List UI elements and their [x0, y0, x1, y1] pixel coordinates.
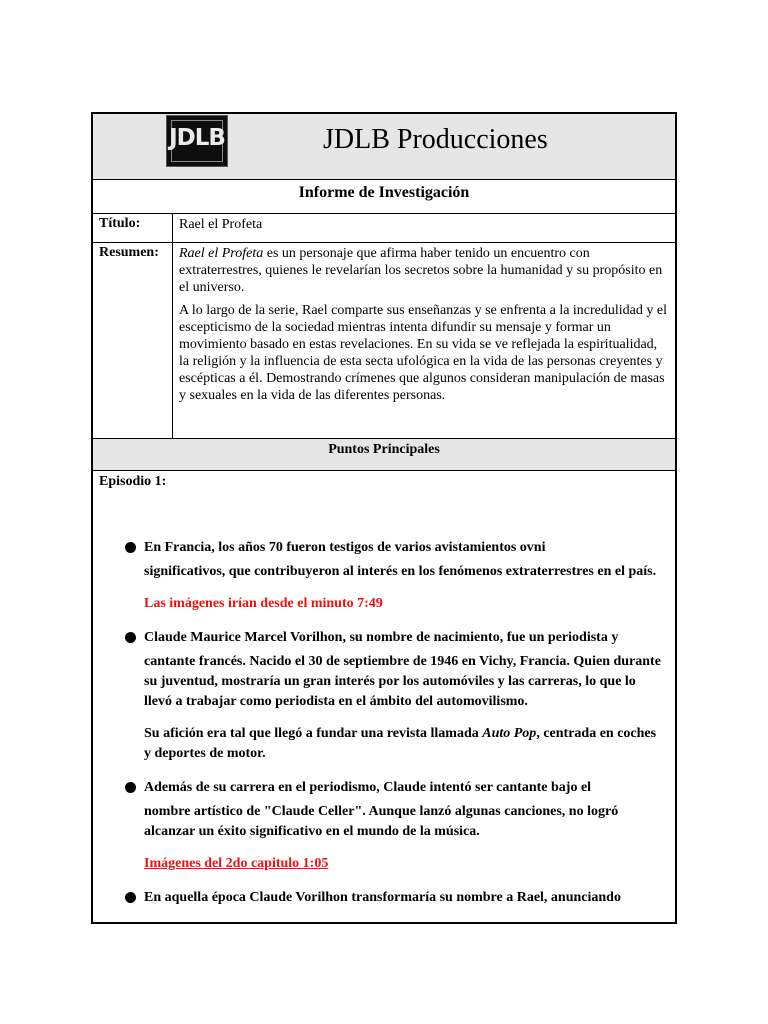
bullet-text: Su afición era tal que llegó a fundar una revista llamada: [144, 726, 483, 741]
bullet-item: [99, 628, 675, 764]
logo-text: JDLB: [169, 125, 225, 151]
episode-section: [93, 471, 675, 908]
bullet-text: En Francia, los años 70 fueron testigos de varios avistamientos ovni: [144, 540, 546, 555]
bullet-text: Además de su carrera en el periodismo, Claude intentó ser cantante bajo el: [144, 780, 592, 795]
document-table: [91, 112, 677, 924]
bullet-dot: [125, 782, 136, 793]
summary-paragraph-2: A lo largo de la serie, Rael comparte sus enseñanzas y se enfrenta a la incredulidad y el escepticismo de la sociedad mientras intenta difundir su mensaje y formar un movimiento basado en estas revelaciones. En su vida se ve reflejada la espiritualidad, la religión y la influencia de esta secta ufológica en la vida de las personas creyentes y escépticas a él. Demostrando crímenes que algunos consideran manipulación de masas y sexuales en la vida de las diferentes personas.: [179, 303, 667, 403]
timestamp-note: Las imágenes irían desde el minuto 7:49: [144, 596, 383, 611]
company-name: JDLB Producciones: [323, 124, 548, 155]
document-header: [93, 114, 675, 180]
episode-label: Episodio 1:: [99, 474, 167, 489]
jdlb-logo: [166, 115, 228, 167]
summary-paragraph-1: [179, 245, 667, 296]
summary-label: Resumen:: [93, 243, 173, 438]
bullet-paragraph: [144, 724, 665, 764]
report-title: Informe de Investigación: [93, 180, 675, 214]
summary-text: [173, 243, 675, 438]
bullet-text: significativos, que contribuyeron al interés en los fenómenos extraterrestres en el país.: [144, 564, 657, 579]
bullet-item: [99, 888, 675, 908]
bullet-text: cantante francés. Nacido el 30 de septiembre de 1946 en Vichy, Francia. Quien durante su juventud, mostraría un gran interés por los automóviles y las carreras, lo que lo llevó a trabajar como periodista en el ámbito del automovilismo.: [144, 654, 661, 709]
bullet-text: , centrada en coches y deportes de motor.: [144, 726, 657, 761]
summary-emphasis: Rael el Profeta: [179, 246, 264, 261]
title-row: [93, 214, 675, 243]
summary-p1-text: es un personaje que afirma haber tenido un encuentro con extraterrestres, quienes le revelarían los secretos sobre la humanidad y su propósito en el universo.: [179, 246, 663, 295]
title-label: Título:: [93, 214, 173, 242]
bullet-text: En aquella época Claude Vorilhon transformaría su nombre a Rael, anunciando: [144, 890, 621, 905]
bullet-item: [99, 538, 675, 614]
bullet-text: nombre artístico de "Claude Celler". Aunque lanzó algunas canciones, no logró alcanzar un éxito significativo en el mundo de la música.: [144, 804, 619, 839]
section-title: Puntos Principales: [93, 439, 675, 471]
bullet-text: Claude Maurice Marcel Vorilhon, su nombre de nacimiento, fue un periodista y: [144, 630, 619, 645]
magazine-name: Auto Pop: [482, 726, 537, 741]
title-value: Rael el Profeta: [179, 217, 263, 232]
summary-row: [93, 243, 675, 439]
bullet-dot: [125, 632, 136, 643]
bullet-dot: [125, 892, 136, 903]
bullet-item: [99, 778, 675, 874]
bullet-dot: [125, 542, 136, 553]
timestamp-note: Imágenes del 2do capitulo 1:05: [144, 856, 329, 871]
